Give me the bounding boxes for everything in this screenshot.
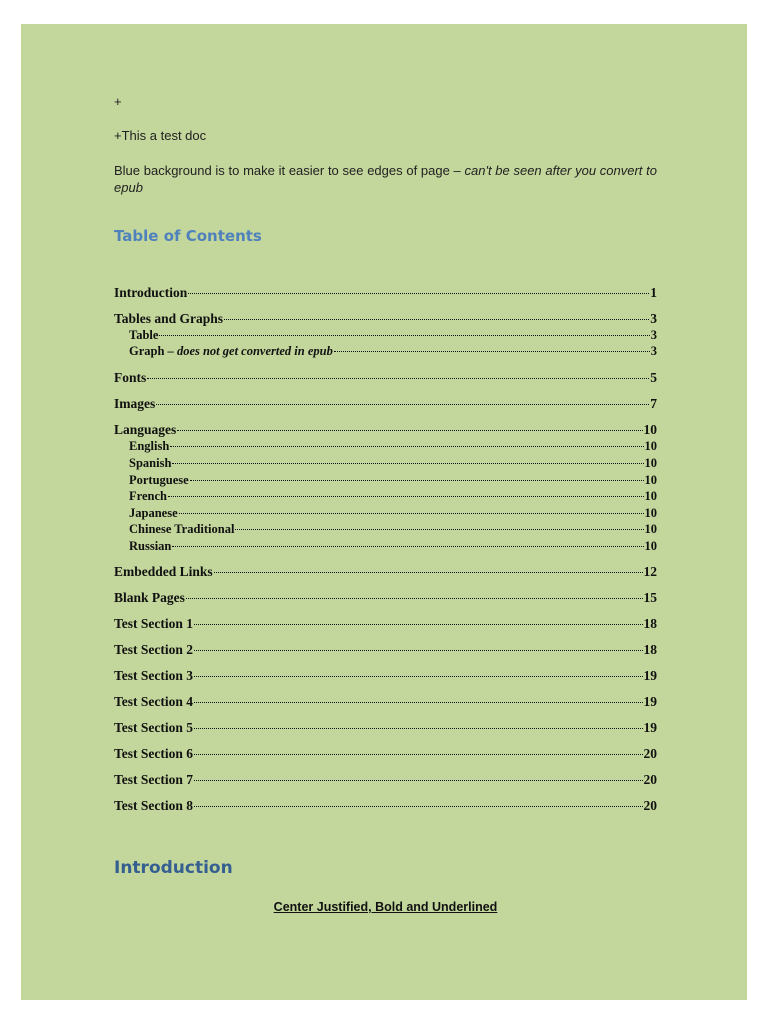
toc-entry-test-section-5[interactable] <box>114 720 657 736</box>
toc-entry-page: 3 <box>650 311 657 326</box>
toc-entry-title: Test Section 5 <box>114 720 194 735</box>
toc-entry-title: Blank Pages <box>114 590 185 605</box>
toc-leader <box>194 676 642 677</box>
toc-leader <box>172 546 643 547</box>
toc-leader <box>179 513 644 514</box>
toc-entry-page: 3 <box>650 344 657 358</box>
toc-entry-test-section-3[interactable] <box>114 668 657 684</box>
toc-entry-page: 15 <box>643 590 657 605</box>
toc-leader <box>334 351 650 352</box>
toc-heading: Table of Contents <box>114 227 262 245</box>
toc-leader <box>224 319 649 320</box>
toc-entry-title: Test Section 7 <box>114 772 194 787</box>
toc-entry-embedded-links[interactable] <box>114 564 657 580</box>
toc-leader <box>194 650 642 651</box>
toc-entry-title: Languages <box>114 422 177 437</box>
toc-entry-page: 7 <box>650 396 657 411</box>
toc-entry-title: Portuguese <box>129 473 189 487</box>
toc-entry-title: Table <box>129 328 159 342</box>
toc-entry-title: Fonts <box>114 370 147 385</box>
toc-entry-images[interactable] <box>114 396 657 412</box>
plus-line: + <box>114 94 122 109</box>
toc-entry-page: 10 <box>644 473 657 487</box>
toc-entry-spanish[interactable] <box>129 456 657 471</box>
toc-entry-page: 10 <box>644 456 657 470</box>
toc-entry-page: 18 <box>643 616 657 631</box>
toc-leader <box>235 529 643 530</box>
test-doc-line: +This a test doc <box>114 128 207 143</box>
toc-entry-title: Test Section 3 <box>114 668 194 683</box>
toc-entry-page: 10 <box>644 539 657 553</box>
toc-entry-page: 10 <box>644 489 657 503</box>
toc-entry-title: Test Section 1 <box>114 616 194 631</box>
document-page <box>21 24 747 1000</box>
center-justified-line: Center Justified, Bold and Underlined <box>273 900 498 914</box>
toc-entry-title: Introduction <box>114 285 188 300</box>
toc-entry-page: 10 <box>644 522 657 536</box>
toc-leader <box>190 480 644 481</box>
toc-entry-title: Test Section 4 <box>114 694 194 709</box>
toc-entry-test-section-8[interactable] <box>114 798 657 814</box>
toc-entry-title: English <box>129 439 170 453</box>
toc-entry-page: 5 <box>650 370 657 385</box>
toc-leader <box>194 780 642 781</box>
toc-entry-title: Chinese Traditional <box>129 522 235 536</box>
toc-entry-page: 18 <box>643 642 657 657</box>
toc-entry-page: 20 <box>643 798 657 813</box>
toc-leader <box>177 430 642 431</box>
toc-entry-russian[interactable] <box>129 539 657 554</box>
toc-entry-languages[interactable] <box>114 422 657 438</box>
toc-entry-page: 3 <box>650 328 657 342</box>
toc-entry-title: Tables and Graphs <box>114 311 224 326</box>
toc-entry-french[interactable] <box>129 489 657 504</box>
toc-leader <box>156 404 649 405</box>
toc-leader <box>188 293 649 294</box>
blue-para-italic-text: can't be seen after you convert to epub <box>114 163 657 195</box>
toc-entry-test-section-4[interactable] <box>114 694 657 710</box>
toc-entry-table[interactable] <box>129 328 657 343</box>
toc-entry-tables-and-graphs[interactable] <box>114 311 657 327</box>
toc-entry-test-section-6[interactable] <box>114 746 657 762</box>
introduction-heading: Introduction <box>114 858 233 878</box>
toc-entry-test-section-2[interactable] <box>114 642 657 658</box>
toc-entry-page: 19 <box>643 668 657 683</box>
toc-entry-title: French <box>129 489 167 503</box>
toc-entry-title: Images <box>114 396 156 411</box>
toc-entry-title: Graph – does not get converted in epub <box>129 344 333 358</box>
toc-entry-chinese-traditional[interactable] <box>129 522 657 537</box>
toc-entry-title: Japanese <box>129 506 178 520</box>
toc-entry-title: Test Section 8 <box>114 798 194 813</box>
blue-background-paragraph <box>114 162 657 196</box>
toc-entry-page: 19 <box>643 694 657 709</box>
toc-entry-portuguese[interactable] <box>129 473 657 488</box>
toc-entry-english[interactable] <box>129 439 657 454</box>
toc-leader <box>147 378 649 379</box>
toc-entry-page: 1 <box>650 285 657 300</box>
toc-entry-page: 10 <box>644 439 657 453</box>
toc-entry-title: Russian <box>129 539 172 553</box>
toc-entry-title: Spanish <box>129 456 172 470</box>
toc-leader <box>159 335 649 336</box>
toc-entry-title: Test Section 2 <box>114 642 194 657</box>
toc-leader <box>168 496 644 497</box>
toc-leader <box>172 463 643 464</box>
toc-leader <box>194 624 642 625</box>
toc-entry-title: Test Section 6 <box>114 746 194 761</box>
toc-entry-japanese[interactable] <box>129 506 657 521</box>
toc-entry-page: 12 <box>643 564 657 579</box>
toc-entry-page: 10 <box>643 422 657 437</box>
toc-entry-graph[interactable] <box>129 344 657 359</box>
toc-entry-page: 10 <box>644 506 657 520</box>
blue-para-text: Blue background is to make it easier to see edges of page – <box>114 163 465 178</box>
toc-entry-page: 20 <box>643 772 657 787</box>
toc-leader <box>214 572 643 573</box>
toc-leader <box>194 806 642 807</box>
toc-entry-test-section-1[interactable] <box>114 616 657 632</box>
toc-entry-title: Embedded Links <box>114 564 213 579</box>
toc-leader <box>194 702 642 703</box>
toc-leader <box>186 598 643 599</box>
toc-entry-introduction[interactable] <box>114 285 657 301</box>
toc-leader <box>194 754 642 755</box>
toc-leader <box>194 728 642 729</box>
toc-entry-page: 20 <box>643 746 657 761</box>
toc-entry-fonts[interactable] <box>114 370 657 386</box>
toc-leader <box>170 446 643 447</box>
toc-entry-blank-pages[interactable] <box>114 590 657 606</box>
toc-entry-page: 19 <box>643 720 657 735</box>
toc-entry-test-section-7[interactable] <box>114 772 657 788</box>
